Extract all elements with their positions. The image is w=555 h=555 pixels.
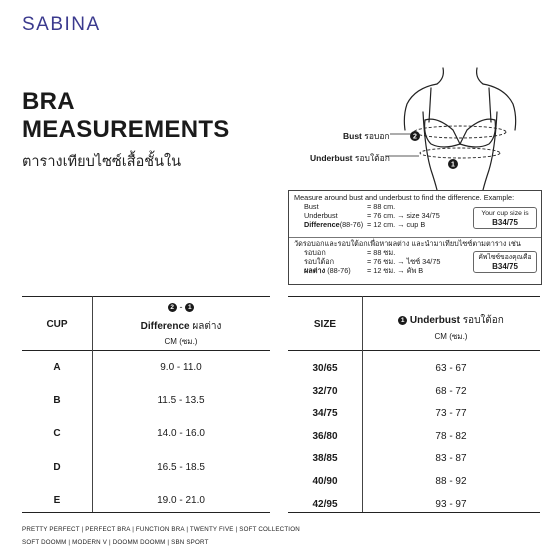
underbust-range-cell: 63 - 67 <box>435 363 467 374</box>
marker-1-icon: 1 <box>398 316 407 325</box>
bra-figure-illustration <box>385 60 545 190</box>
difference-unit-label: CM (ซม.) <box>164 337 198 346</box>
difference-range-cell: 11.5 - 13.5 <box>157 395 205 407</box>
info-en-under-label: Underbust <box>304 211 338 220</box>
info-en-diff-val: = 12 cm. → cup B <box>367 220 426 229</box>
underbust-range-cell: 68 - 72 <box>435 385 467 397</box>
cup-cell: E <box>53 494 61 506</box>
cup-table-header-rule <box>22 350 270 351</box>
size-table-top-rule <box>288 296 540 297</box>
underbust-range-cell: 93 - 97 <box>435 498 467 510</box>
bust-label: Bust รอบอก <box>343 131 390 141</box>
cup-table-bottom-rule <box>22 512 270 513</box>
difference-range-cell: 16.5 - 18.5 <box>157 461 205 473</box>
info-th-heading: วัดรอบอกและรอบใต้อกเพื่อหาผลต่าง และนำมาเทียบไซซ์ตามตาราง เช่น <box>294 239 521 248</box>
svg-text:1: 1 <box>451 161 455 169</box>
info-en-bust-label: Bust <box>304 202 319 211</box>
marker-1-icon: 1 <box>185 303 194 312</box>
page-title-line2: MEASUREMENTS <box>22 116 230 143</box>
example-info-box <box>288 190 542 285</box>
size-cell: 42/95 <box>312 498 338 510</box>
info-th-bust-label: รอบอก <box>304 248 326 257</box>
underbust-range-cell: 83 - 87 <box>435 453 467 465</box>
underbust-range-cell: 73 - 77 <box>435 408 467 420</box>
size-cell: 36/80 <box>312 430 338 442</box>
info-th-under-label: รอบใต้อก <box>304 257 335 266</box>
size-cell: 32/70 <box>312 385 338 397</box>
difference-column-header: Difference ผลต่าง <box>140 321 222 332</box>
difference-range-cell: 19.0 - 21.0 <box>157 494 205 506</box>
size-cell: 30/65 <box>312 363 338 374</box>
info-en-heading: Measure around bust and underbust to find the difference. Example: <box>294 193 515 202</box>
underbust-range-cell: 78 - 82 <box>435 430 467 442</box>
info-en-diff-label: Difference(88-76) <box>304 220 364 229</box>
difference-range-cell: 9.0 - 11.0 <box>160 362 202 373</box>
size-cell: 38/85 <box>312 453 338 465</box>
underbust-unit-label: CM (ซม.) <box>434 332 468 341</box>
cup-cell: C <box>53 428 61 440</box>
cup-cell: B <box>53 395 61 407</box>
underbust-column-header: 1 Underbust รอบใต้อก <box>362 313 540 328</box>
cup-table-top-rule <box>22 296 270 297</box>
cup-column-header: CUP <box>46 319 68 330</box>
brand-logo: SABINA <box>22 14 101 35</box>
size-cell: 40/90 <box>312 476 338 487</box>
info-divider <box>289 237 541 238</box>
info-th-diff-val: = 12 ซม. → คัพ B <box>367 266 424 275</box>
info-th-diff-label: ผลต่าง (88-76) <box>304 266 351 275</box>
info-th-under-val: = 76 ซม. → ไซซ์ 34/75 <box>367 257 441 266</box>
footer-collections-line2: SOFT DOOMM | MODERN V | DOOMM DOOMM | SBN SPORT <box>22 539 209 546</box>
info-th-cup-box: คัพไซซ์ของคุณคือ B34/75 <box>473 251 537 273</box>
cup-cell: A <box>53 362 61 373</box>
footer-collections-line1: PRETTY PERFECT | PERFECT BRA | FUNCTION BRA | TWENTY FIVE | SOFT COLLECTION <box>22 526 300 533</box>
underbust-range-cell: 88 - 92 <box>435 476 467 487</box>
size-column-header: SIZE <box>313 319 337 330</box>
underbust-label: Underbust รอบใต้อก <box>310 153 390 163</box>
cup-cell: D <box>53 461 61 473</box>
info-en-cup-box: Your cup size is B34/75 <box>473 207 537 229</box>
info-en-bust-val: = 88 cm. <box>367 202 396 211</box>
size-table-header-rule <box>288 350 540 351</box>
size-cell: 34/75 <box>312 408 338 420</box>
marker-2-icon: 2 <box>168 303 177 312</box>
cup-header-markers: 2 - 1 <box>92 302 270 313</box>
difference-range-cell: 14.0 - 16.0 <box>157 428 205 440</box>
svg-text:2: 2 <box>413 133 417 141</box>
page-title-line1: BRA <box>22 88 75 115</box>
info-th-bust-val: = 88 ซม. <box>367 248 396 257</box>
size-table-bottom-rule <box>288 512 540 513</box>
info-en-under-val: = 76 cm. → size 34/75 <box>367 211 440 220</box>
page-subtitle: ตารางเทียบไซซ์เสื้อชั้นใน <box>22 154 182 170</box>
